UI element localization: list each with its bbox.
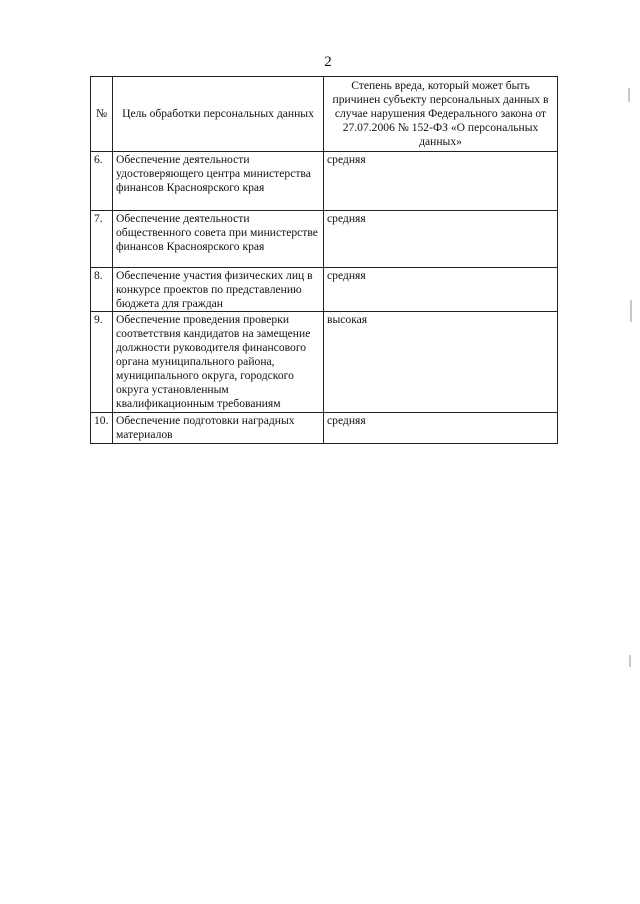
table-row: [91, 268, 558, 312]
row-purpose: Обеспечение деятельности удостоверяющего центра министерства финансов Красноярского края: [113, 152, 324, 211]
scan-edge-mark: [628, 88, 630, 102]
header-number: №: [91, 77, 113, 152]
table-row: [91, 312, 558, 413]
row-harm-degree: высокая: [324, 312, 558, 413]
row-purpose: Обеспечение деятельности общественного совета при министерстве финансов Красноярского края: [113, 211, 324, 268]
row-harm-degree: средняя: [324, 152, 558, 211]
scan-edge-mark: [630, 300, 632, 322]
row-purpose: Обеспечение проведения проверки соответствия кандидатов на замещение должности руководителя финансового органа муниципального района, муниципального округа, городского округа установленным квалификационным требованиям: [113, 312, 324, 413]
harm-assessment-table: [90, 76, 558, 444]
row-number: 9.: [91, 312, 113, 413]
table-row: [91, 211, 558, 268]
row-number: 6.: [91, 152, 113, 211]
row-harm-degree: средняя: [324, 268, 558, 312]
row-purpose: Обеспечение подготовки наградных материалов: [113, 413, 324, 444]
page-number: 2: [324, 54, 332, 70]
table-header-row: [91, 77, 558, 152]
header-harm-degree: Степень вреда, который может быть причинен субъекту персональных данных в случае нарушения Федерального закона от 27.07.2006 № 152-ФЗ «О персональных данных»: [324, 77, 558, 152]
table-row: [91, 152, 558, 211]
row-purpose: Обеспечение участия физических лиц в конкурсе проектов по представлению бюджета для граждан: [113, 268, 324, 312]
row-harm-degree: средняя: [324, 211, 558, 268]
row-number: 8.: [91, 268, 113, 312]
table-row: [91, 413, 558, 444]
scan-edge-mark: [629, 655, 631, 667]
row-harm-degree: средняя: [324, 413, 558, 444]
row-number: 10.: [91, 413, 113, 444]
row-number: 7.: [91, 211, 113, 268]
header-purpose: Цель обработки персональных данных: [113, 77, 324, 152]
